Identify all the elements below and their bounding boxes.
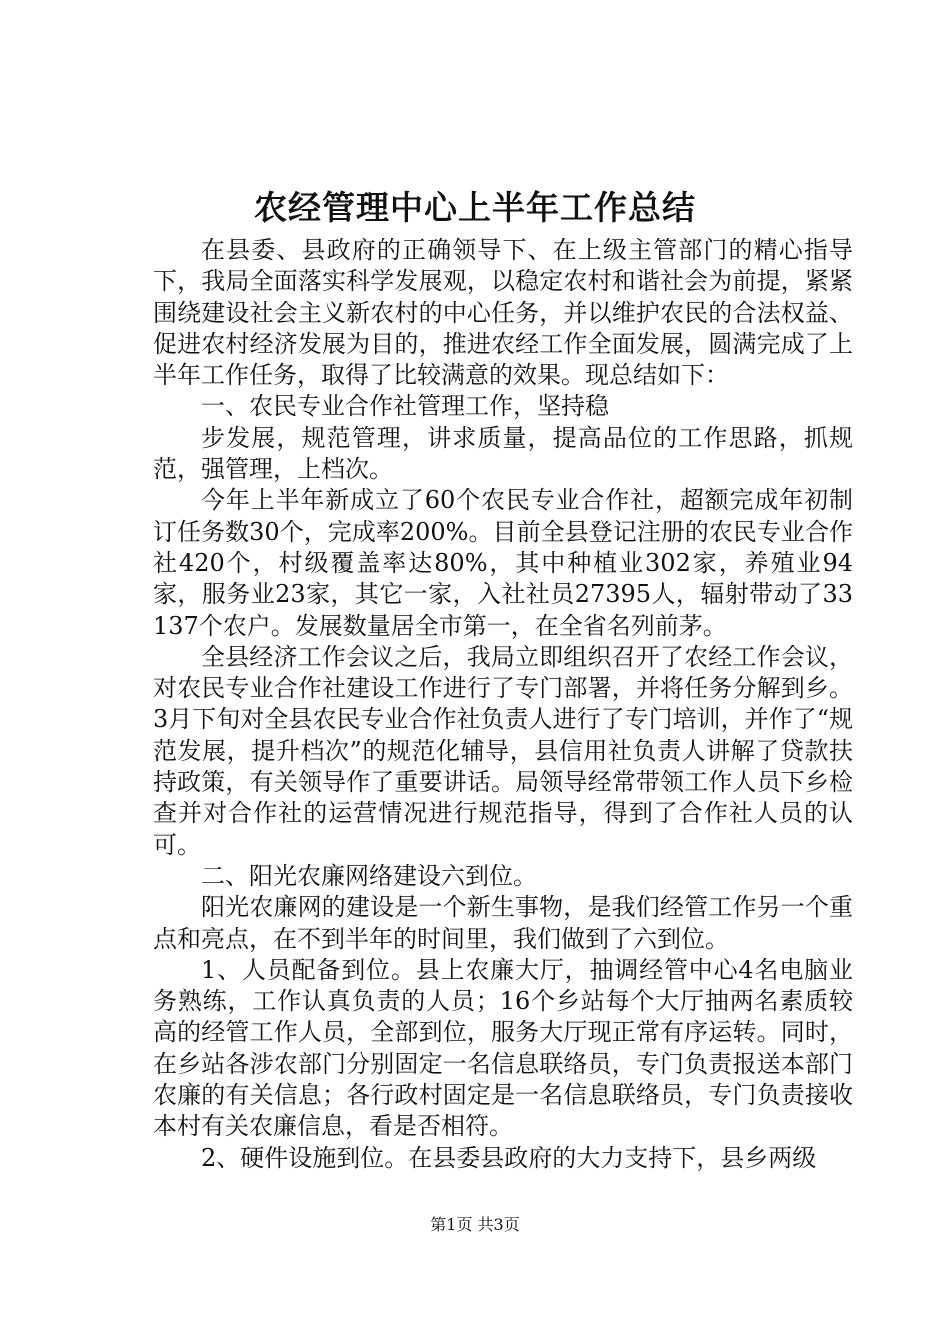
paragraph-cooperative-approach: 步发展，规范管理，讲求质量，提高品位的工作思路，抓规范，强管理，上档次。 [153, 423, 853, 484]
page-footer: 第1页 共3页 [430, 1215, 520, 1234]
section-heading-1: 一、农民专业合作社管理工作，坚持稳 [201, 392, 609, 421]
document-body [153, 235, 853, 1174]
paragraph-staffing: 1、人员配备到位。县上农廉大厅，抽调经管中心4名电脑业务熟练，工作认真负责的人员；16个乡站每个大厅抽两名素质较高的经管工作人员，全部到位，服务大厅现正常有序运转。同时，在乡站各涉农部门分别固定一名信息联络员，专门负责报送本部门农廉的有关信息；各行政村固定是一名信息联络员，专门负责接收本村有关农廉信息，看是否相符。 [153, 955, 853, 1141]
paragraph-network-intro: 阳光农廉网的建设是一个新生事物，是我们经管工作另一个重点和亮点，在不到半年的时间里，我们做到了六到位。 [153, 893, 853, 953]
paragraph-hardware: 2、硬件设施到位。在县委县政府的大力支持下，县乡两级 [201, 1143, 817, 1172]
section-heading-2: 二、阳光农廉网络建设六到位。 [201, 861, 537, 890]
paragraph-cooperative-stats: 今年上半年新成立了60个农民专业合作社，超额完成年初制订任务数30个，完成率200%。目前全县登记注册的农民专业合作社420个，村级覆盖率达80%，其中种植业302家，养殖业94家，服务业23家，其它一家，入社社员27395人，辐射带动了33137个农户。发展数量居全市第一，在全省名列前茅。 [153, 486, 853, 640]
paragraph-intro: 在县委、县政府的正确领导下、在上级主管部门的精心指导下，我局全面落实科学发展观，以稳定农村和谐社会为前提，紧紧围绕建设社会主义新农村的中心任务，并以维护农民的合法权益、促进农村经济发展为目的，推进农经工作全面发展，圆满完成了上半年工作任务，取得了比较满意的效果。现总结如下： [153, 236, 853, 390]
document-title: 农经管理中心上半年工作总结 [254, 188, 696, 227]
paragraph-cooperative-meeting: 全县经济工作会议之后，我局立即组织召开了农经工作会议，对农民专业合作社建设工作进行了专门部署，并将任务分解到乡。3月下旬对全县农民专业合作社负责人进行了专门培训，并作了“规范发展，提升档次”的规范化辅导，县信用社负责人讲解了贷款扶持政策，有关领导作了重要讲话。局领导经常带领工作人员下乡检查并对合作社的运营情况进行规范指导，得到了合作社人员的认可。 [153, 642, 853, 859]
